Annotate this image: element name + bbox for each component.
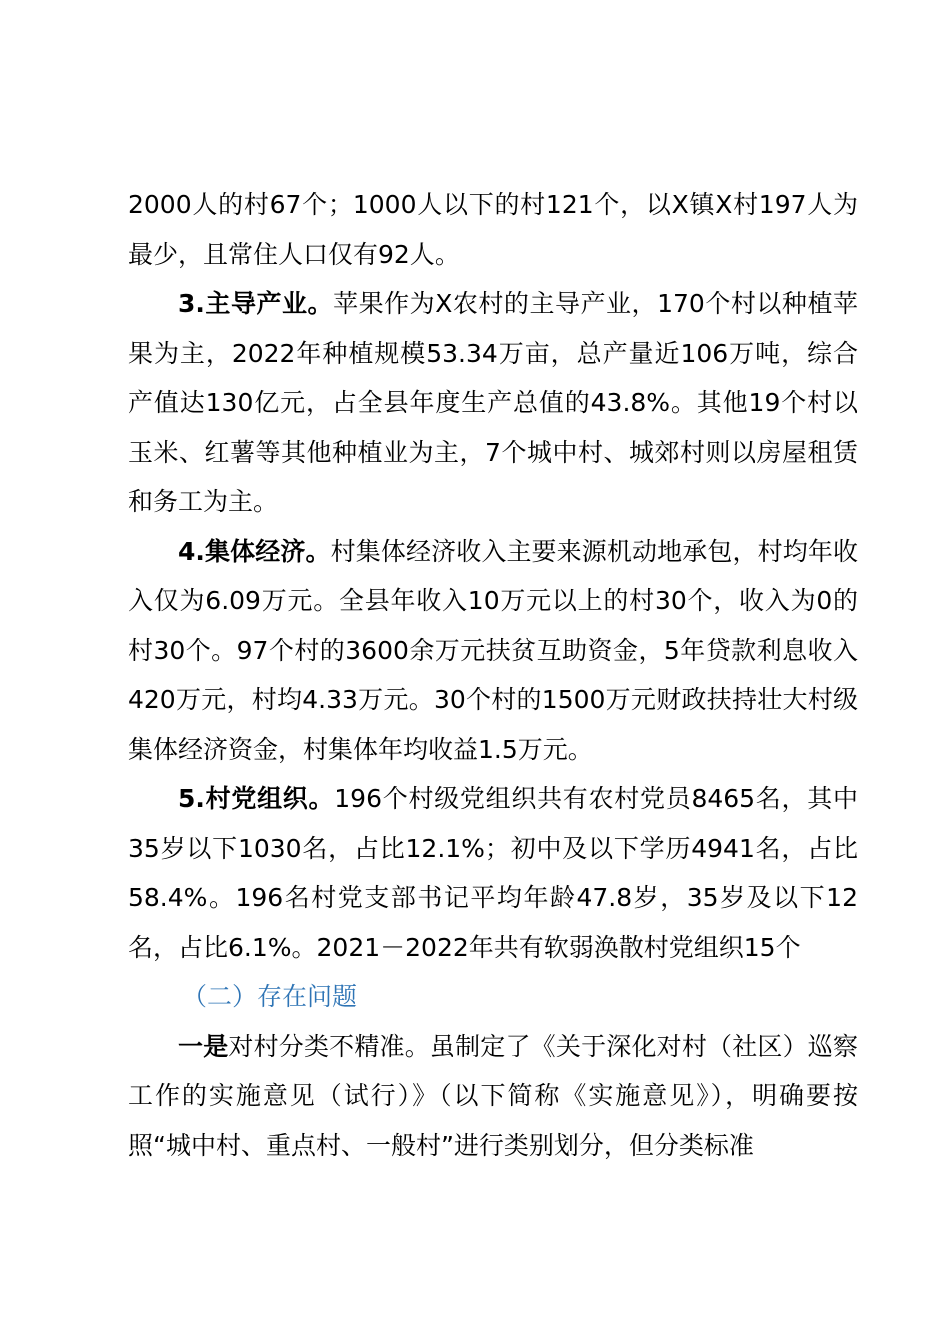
paragraph-text: 对村分类不精准。虽制定了《关于深化对村（社区）巡察工作的实施意见（试行）》（以下简称《实施意见》），明确要按照“城中村、重点村、一般村”进行类别划分，但分类标准 <box>128 1031 858 1160</box>
paragraph-lead: 4.集体经济。 <box>178 536 331 566</box>
section-heading: （二）存在问题 <box>182 982 358 1011</box>
paragraph-lead: 一是 <box>178 1031 229 1061</box>
paragraph-problem-one <box>128 1022 858 1171</box>
paragraph-text: 村集体经济收入主要来源机动地承包，村均年收入仅为6.09万元。全县年收入10万元以上的村30个，收入为0的村30个。97个村的3600余万元扶贫互助资金，5年贷款利息收入420万元，村均4.33万元。30个村的1500万元财政扶持壮大村级集体经济资金，村集体年均收益1.5万元。 <box>128 536 858 764</box>
paragraph-party-organization <box>128 774 858 972</box>
document-page <box>128 180 858 1170</box>
paragraph-collective-economy <box>128 527 858 775</box>
paragraph-text: 2000人的村67个；1000人以下的村121个，以X镇X村197人为最少，且常住人口仅有92人。 <box>128 190 858 269</box>
paragraph-text: 苹果作为X农村的主导产业，170个村以种植苹果为主，2022年种植规模53.34万亩，总产量近106万吨，综合产值达130亿元，占全县年度生产总值的43.8%。其他19个村以玉米、红薯等其他种植业为主，7个城中村、城郊村则以房屋租赁和务工为主。 <box>128 289 858 516</box>
paragraph-main-industry <box>128 279 858 527</box>
paragraph-text: 196个村级党组织共有农村党员8465名，其中35岁以下1030名，占比12.1%；初中及以下学历4941名，占比58.4%。196名村党支部书记平均年龄47.8岁，35岁及以下12名，占比6.1%。2021－2022年共有软弱涣散村党组织15个 <box>128 784 858 962</box>
paragraph-lead: 5.村党组织。 <box>178 784 335 813</box>
paragraph-lead: 3.主导产业。 <box>178 289 334 318</box>
paragraph-population-tail <box>128 180 858 279</box>
